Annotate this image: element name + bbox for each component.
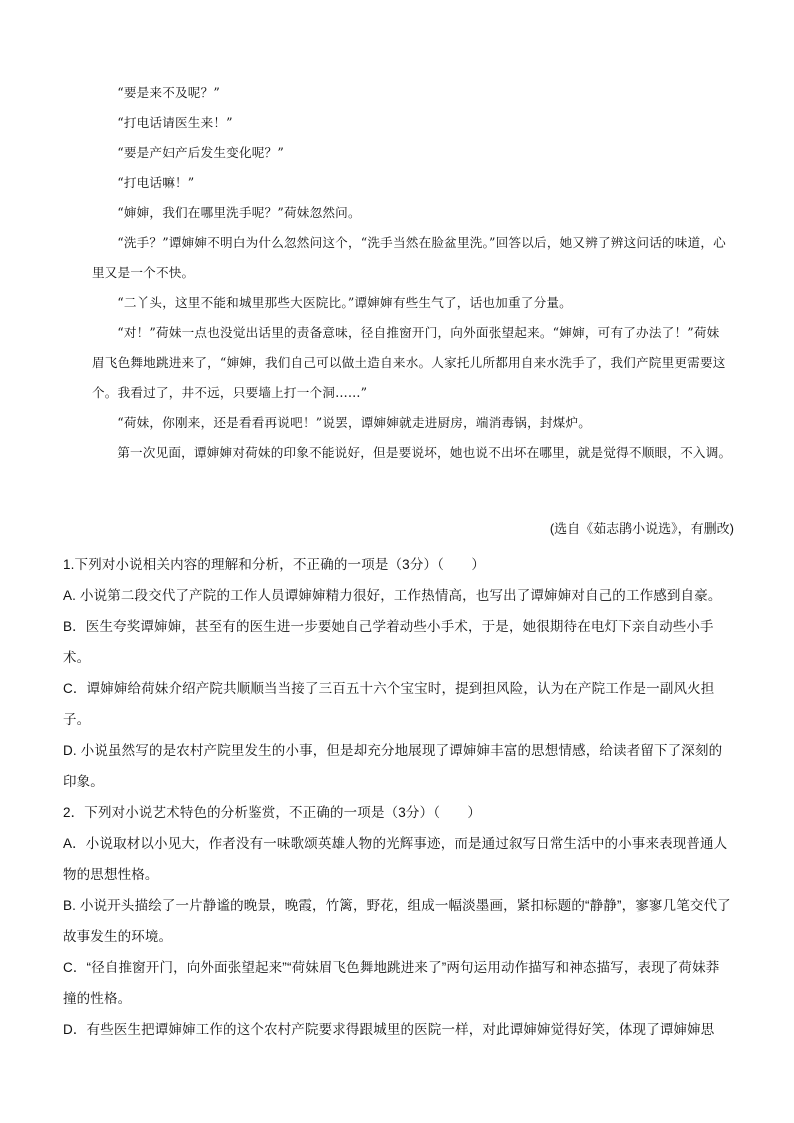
story-paragraph: “荷妹，你刚来，还是看看再说吧！”说罢，谭婶婶就走进厨房，端消毒锅，封煤炉。 [117, 415, 592, 430]
story-paragraph: “二丫头，这里不能和城里那些大医院比。”谭婶婶有些生气了，话也加重了分量。 [117, 295, 572, 310]
story-paragraph: “洗手？”谭婶婶不明白为什么忽然问这个，“洗手当然在脸盆里洗。”回答以后，她又辨了辨这问话的味道，心里又是一个不快。 [92, 235, 726, 280]
source-citation: (选自《茹志鹃小说选》，有删改) [549, 521, 734, 536]
question-2-option-c: C．“径自推窗开门，向外面张望起来”“荷妹眉飞色舞地跳进来了”两句运用动作描写和神态描写，表现了荷妹莽撞的性格。 [63, 960, 720, 1006]
story-paragraph: “打电话嘛！” [117, 175, 195, 190]
story-paragraph: “打电话请医生来！” [117, 115, 233, 130]
question-1-option-a: A. 小说第二段交代了产院的工作人员谭婶婶精力很好，工作热情高，也写出了谭婶婶对自己的工作感到自豪。 [63, 588, 722, 603]
question-2-option-a: A．小说取材以小见大，作者没有一味歌颂英雄人物的光辉事迹，而是通过叙写日常生活中的小事来表现普通人物的思想性格。 [63, 836, 728, 882]
question-2-option-d: D．有些医生把谭婶婶工作的这个农村产院要求得跟城里的医院一样，对此谭婶婶觉得好笑，体现了谭婶婶思 [63, 1022, 715, 1037]
question-1-option-b: B．医生夸奖谭婶婶，甚至有的医生进一步要她自己学着动些小手术，于是，她很期待在电灯下亲自动些小手术。 [63, 619, 714, 665]
story-paragraph: “对！”荷妹一点也没觉出话里的责备意味，径自推窗开门，向外面张望起来。“婶婶，可有了办法了！”荷妹眉飞色舞地跳进来了，“婶婶，我们自己可以做土造自来水。人家托儿所都用自来水洗手了，我们产院里更需要这个。我看过了，井不远，只要墙上打一个洞……” [92, 325, 726, 400]
question-section [63, 549, 733, 1045]
story-paragraph: 第一次见面，谭婶婶对荷妹的印象不能说好，但是要说坏，她也说不出坏在哪里，就是觉得不顺眼，不入调。 [117, 445, 732, 460]
story-excerpt [92, 78, 732, 468]
question-2-option-b: B. 小说开头描绘了一片静谧的晚景，晚霞，竹篱，野花，组成一幅淡墨画，紧扣标题的“静静”，寥寥几笔交代了故事发生的环境。 [63, 898, 731, 944]
story-paragraph: “要是产妇产后发生变化呢？” [117, 145, 284, 160]
story-paragraph: “要是来不及呢？” [117, 85, 221, 100]
question-1-stem: 1.下列对小说相关内容的理解和分析，不正确的一项是（3分）（ ） [63, 557, 485, 572]
question-1-option-c: C．谭婶婶给荷妹介绍产院共顺顺当当接了三百五十六个宝宝时，提到担风险，认为在产院工作是一副风火担子。 [63, 681, 715, 727]
story-paragraph: “婶婶，我们在哪里洗手呢？”荷妹忽然问。 [117, 205, 361, 220]
question-2-stem: 2．下列对小说艺术特色的分析鉴赏，不正确的一项是（3分）（ ） [63, 805, 482, 820]
question-1-option-d: D. 小说虽然写的是农村产院里发生的小事，但是却充分地展现了谭婶婶丰富的思想情感，给读者留下了深刻的印象。 [63, 743, 723, 789]
